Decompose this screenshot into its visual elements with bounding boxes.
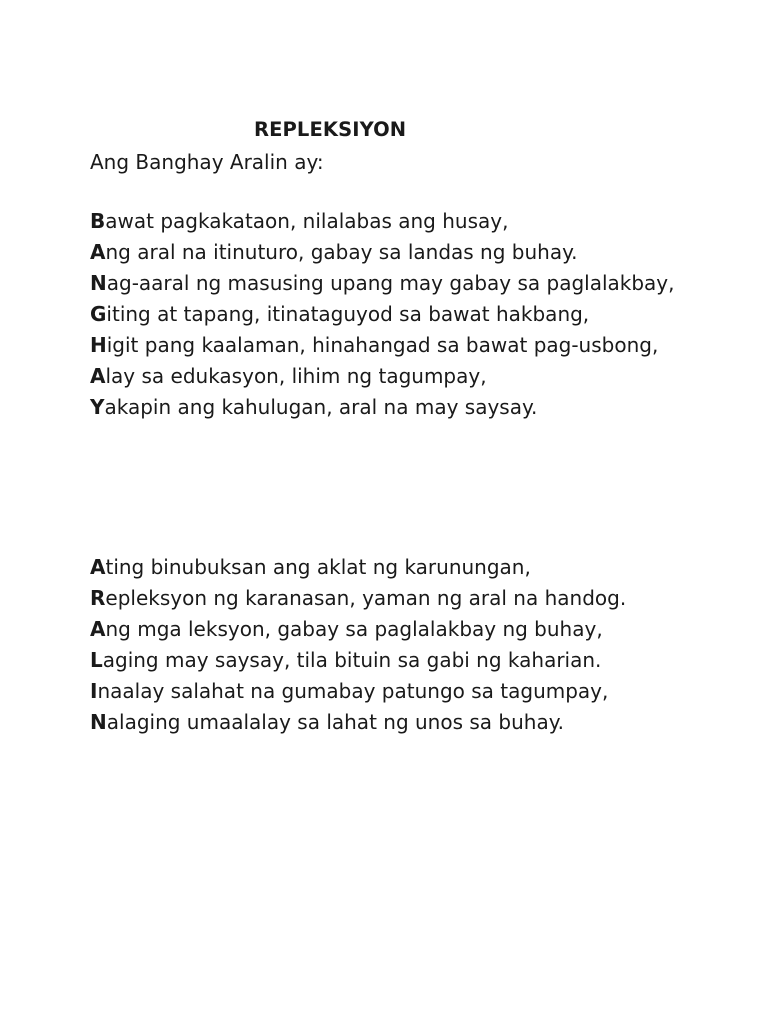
line-text: iting at tapang, itinataguyod sa bawat hakbang,	[106, 302, 590, 326]
line-initial: B	[90, 209, 106, 233]
line-initial: R	[90, 586, 106, 610]
poem-line	[90, 615, 677, 644]
poem-line	[90, 708, 677, 737]
line-text: igit pang kaalaman, hinahangad sa bawat pag-usbong,	[106, 333, 659, 357]
document-intro: Ang Banghay Aralin ay:	[90, 150, 324, 174]
line-text: akapin ang kahulugan, aral na may saysay.	[104, 395, 538, 419]
document-title: REPLEKSIYON	[254, 118, 407, 141]
line-initial: Y	[90, 395, 105, 419]
line-text: aging may saysay, tila bituin sa gabi ng kaharian.	[102, 648, 602, 672]
line-initial: N	[90, 271, 107, 295]
poem-line	[90, 393, 677, 422]
line-initial: L	[90, 648, 103, 672]
line-initial: H	[90, 333, 107, 357]
poem-line	[90, 646, 677, 675]
line-initial: N	[90, 710, 107, 734]
poem-line	[90, 677, 677, 706]
line-text: ng mga leksyon, gabay sa paglalakbay ng buhay,	[105, 617, 603, 641]
line-initial: A	[90, 364, 106, 388]
line-initial: A	[90, 617, 106, 641]
line-initial: A	[90, 555, 106, 579]
poem-line	[90, 553, 677, 582]
line-text: ag-aaral ng masusing upang may gabay sa paglalakbay,	[106, 271, 675, 295]
line-text: ting binubuksan ang aklat ng karunungan,	[105, 555, 531, 579]
poem-line	[90, 207, 677, 236]
line-text: naalay salahat na gumabay patungo sa tagumpay,	[97, 679, 609, 703]
stanza-banghay	[90, 207, 677, 424]
line-text: awat pagkakataon, nilalabas ang husay,	[105, 209, 509, 233]
line-initial: A	[90, 240, 106, 264]
poem-line	[90, 584, 677, 613]
poem-line	[90, 331, 677, 360]
poem-line	[90, 300, 677, 329]
stanza-aralin	[90, 553, 677, 739]
line-text: lay sa edukasyon, lihim ng tagumpay,	[105, 364, 487, 388]
line-text: ng aral na itinuturo, gabay sa landas ng buhay.	[105, 240, 578, 264]
poem-line	[90, 269, 677, 298]
poem-line	[90, 362, 677, 391]
poem-line	[90, 238, 677, 267]
line-text: alaging umaalalay sa lahat ng unos sa buhay.	[106, 710, 565, 734]
line-initial: G	[90, 302, 107, 326]
line-initial: I	[90, 679, 98, 703]
line-text: epleksyon ng karanasan, yaman ng aral na handog.	[105, 586, 627, 610]
